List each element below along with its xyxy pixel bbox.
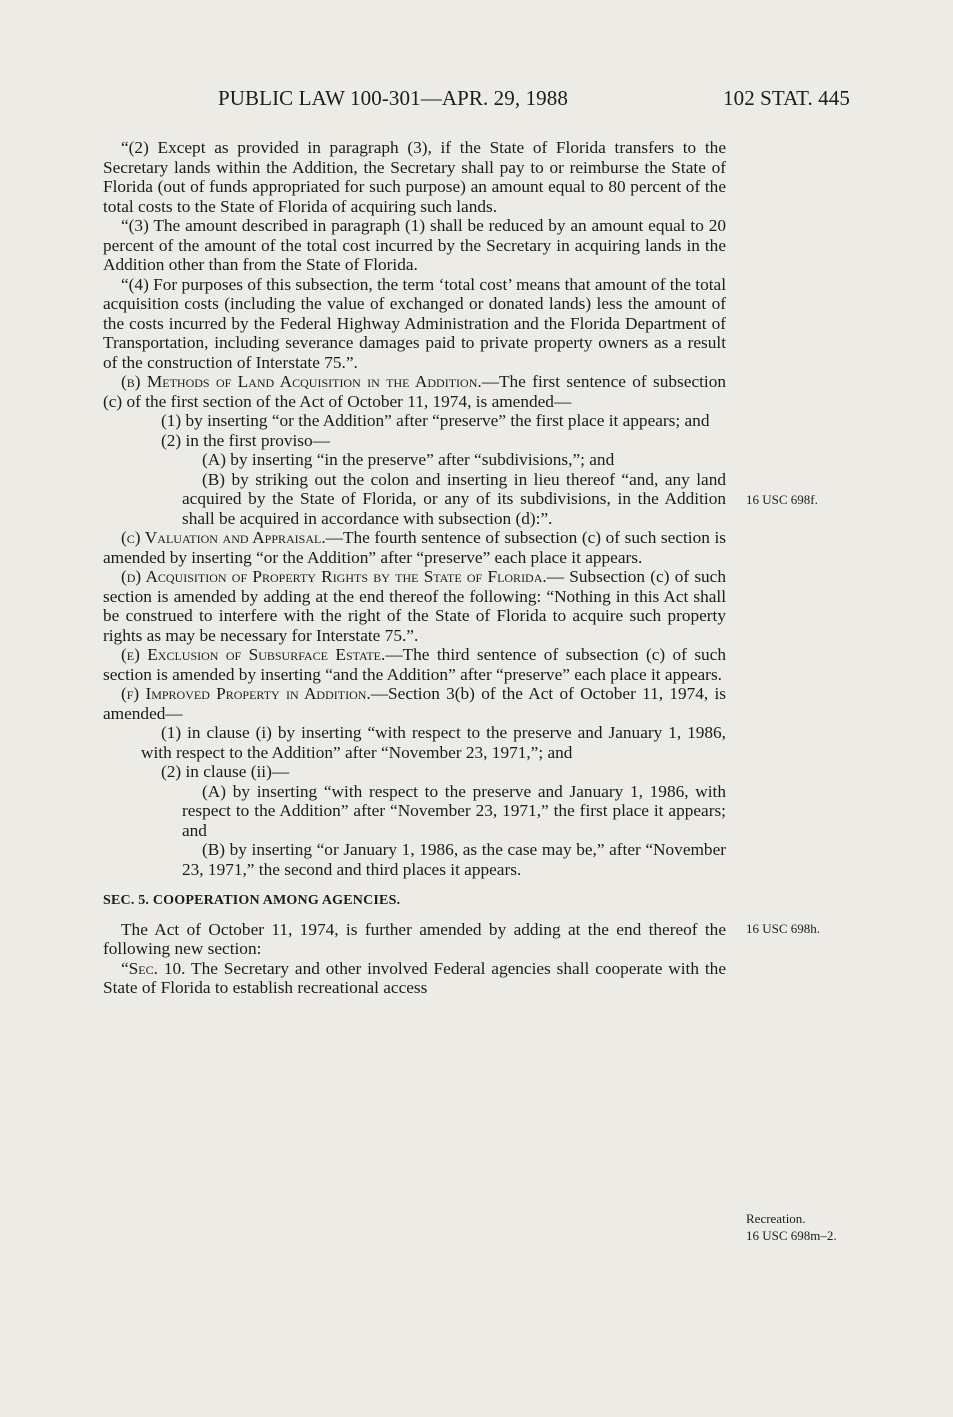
page-header-stat-number: 102 STAT. 445: [723, 86, 850, 110]
subsection-e: [103, 645, 726, 684]
subsection-f-item-2: (2) in clause (ii)—: [161, 762, 290, 781]
page-header-title: PUBLIC LAW 100-301—APR. 29, 1988: [218, 86, 568, 110]
statute-body: [103, 138, 726, 998]
subsection-b-text: —The first sentence of subsection (c) of the first section of the Act of October 11, 1974, is amended—: [103, 372, 727, 411]
subsection-d-heading: (d) Acquisition of Property Rights by the State of Florida.: [121, 567, 547, 586]
paragraph-3: “(3) The amount described in paragraph (1) shall be reduced by an amount equal to 20 percent of the amount of the total cost incurred by the Secretary in acquiring lands in the Addition other than from the State of Florida.: [103, 216, 726, 274]
margin-note-recreation: Recreation.: [746, 1211, 806, 1226]
subsection-b-item-2a: (A) by inserting “in the preserve” after “subdivisions,”; and: [202, 450, 615, 469]
paragraph-2: “(2) Except as provided in paragraph (3), if the State of Florida transfers to the Secretary lands within the Addition, the Secretary shall pay to or reimburse the State of Florida (out of funds appropriated for such purpose) an amount equal to 80 percent of the total costs to the State of Florida of acquiring such lands.: [103, 138, 726, 216]
margin-note-16-usc-698h: 16 USC 698h.: [746, 921, 821, 936]
subsection-b-item-1: (1) by inserting “or the Addition” after “preserve” the first place it appears; and: [161, 411, 710, 430]
paragraph-4: “(4) For purposes of this subsection, the term ‘total cost’ means that amount of the total acquisition costs (including the value of exchanged or donated lands) less the amount of the costs incurred by the Federal Highway Administration and the Florida Department of Transportation, including severance damages paid to private property owners as a result of the construction of Interstate 75.”.: [103, 274, 726, 372]
subsection-f-text: —Section 3(b) of the Act of October 11, 1974, is amended—: [103, 684, 726, 723]
subsection-d: [103, 567, 726, 645]
section-10-body: The Secretary and other involved Federal agencies shall cooperate with the State of Florida to establish recreational access: [103, 958, 726, 997]
margin-note-16-usc-698m-2: 16 USC 698m–2.: [746, 1228, 837, 1243]
section-10-label: “Sec. 10.: [121, 958, 186, 978]
subsection-e-text: —The third sentence of subsection (c) of such section is amended by inserting “and the Addition” after “preserve” each place it appears.: [103, 645, 726, 684]
subsection-f-item-2b: (B) by inserting “or January 1, 1986, as the case may be,” after “November 23, 1971,” the second and third places it appears.: [182, 840, 726, 879]
subsection-c-text: —The fourth sentence of subsection (c) of such section is amended by inserting “or the Addition” after “preserve” each place it appears.: [103, 528, 726, 567]
section-5-text: The Act of October 11, 1974, is further amended by adding at the end thereof the following new section:: [103, 919, 726, 958]
subsection-c-heading: (c) Valuation and Appraisal.: [121, 528, 326, 547]
subsection-b-heading: (b) Methods of Land Acquisition in the Addition.: [121, 372, 482, 391]
subsection-c: [103, 528, 726, 567]
section-10-text: [103, 959, 726, 998]
subsection-f-heading: (f) Improved Property in Addition.: [121, 684, 371, 703]
subsection-f-item-1: (1) in clause (i) by inserting “with respect to the preserve and January 1, 1986, with respect to the Addition” after “November 23, 1971,”; and: [141, 723, 726, 762]
subsection-f-item-2a: (A) by inserting “with respect to the preserve and January 1, 1986, with respect to the Addition” after “November 23, 1971,” the first place it appears; and: [182, 781, 726, 840]
subsection-b-item-2: (2) in the first proviso—: [161, 430, 330, 450]
subsection-b-item-2b: (B) by striking out the colon and inserting in lieu thereof “and, any land acquired by the State of Florida, or any of its subdivisions, in the Addition shall be acquired in accordance with subsection (d):”.: [182, 469, 726, 528]
subsection-f: [103, 684, 726, 723]
subsection-b: [103, 372, 726, 411]
section-5-heading: SEC. 5. COOPERATION AMONG AGENCIES.: [103, 893, 401, 908]
subsection-e-heading: (e) Exclusion of Subsurface Estate.: [121, 645, 386, 664]
subsection-d-text: — Subsection (c) of such section is amended by adding at the end thereof the following: “Nothing in this Act shall be construed to interfere with the right of the State of Florida to acquire such property rights as may be necessary for Interstate 75.”.: [103, 567, 726, 645]
margin-note-16-usc-698f: 16 USC 698f.: [746, 492, 818, 507]
